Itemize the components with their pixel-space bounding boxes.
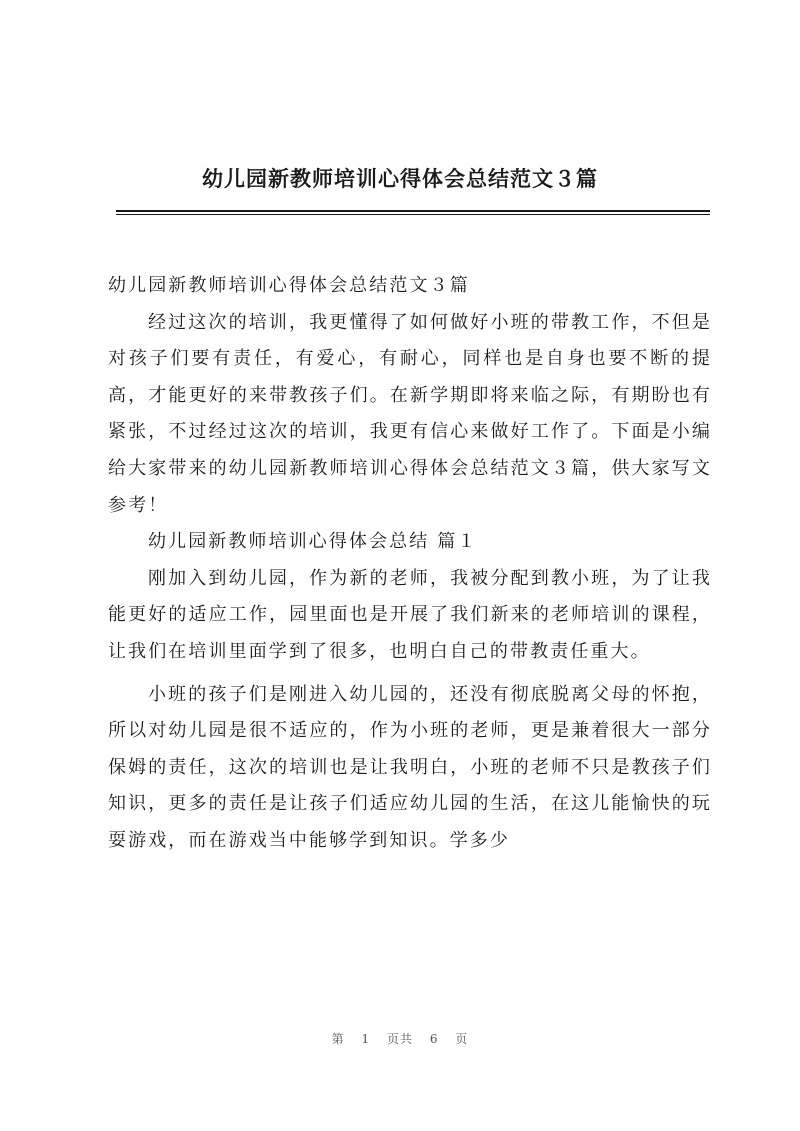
page-footer (0, 1030, 800, 1047)
title-underline (116, 210, 710, 212)
footer-page-number: 1 (361, 1032, 371, 1046)
title-underline-thin (116, 214, 710, 215)
document-title: 幼儿园新教师培训心得体会总结范文３篇 (202, 166, 598, 191)
document-body (108, 268, 712, 860)
footer-suffix: 页 (455, 1032, 469, 1046)
section-heading: 幼儿园新教师培训心得体会总结 篇１ (148, 531, 478, 553)
footer-prefix: 第 (331, 1032, 345, 1046)
paragraph-2: 小班的孩子们是刚进入幼儿园的，还没有彻底脱离父母的怀抱，所以对幼儿园是很不适应的，作为小班的老师，更是兼着很大一部分保姆的责任，这次的培训也是让我明白，小班的老师不只是教孩子们知识，更多的责任是让孩子们适应幼儿园的生活，在这儿能愉快的玩耍游戏，而在游戏当中能够学到知识。学多少 (108, 683, 712, 851)
footer-total-pages: 6 (429, 1032, 439, 1046)
body-heading: 幼儿园新教师培训心得体会总结范文３篇 (108, 275, 470, 296)
footer-middle: 页共 (386, 1032, 413, 1046)
paragraph-1: 刚加入到幼儿园，作为新的老师，我被分配到教小班，为了让我能更好的适应工作，园里面也是开展了我们新来的老师培训的课程，让我们在培训里面学到了很多，也明白自己的带教责任重大。 (108, 567, 712, 662)
intro-paragraph: 经过这次的培训，我更懂得了如何做好小班的带教工作，不但是对孩子们要有责任，有爱心，有耐心，同样也是自身也要不断的提高，才能更好的来带教孩子们。在新学期即将来临之际，有期盼也有紧张，不过经过这次的培训，我更有信心来做好工作了。下面是小编给大家带来的幼儿园新教师培训心得体会总结范文３篇，供大家写文参考！ (108, 311, 712, 516)
